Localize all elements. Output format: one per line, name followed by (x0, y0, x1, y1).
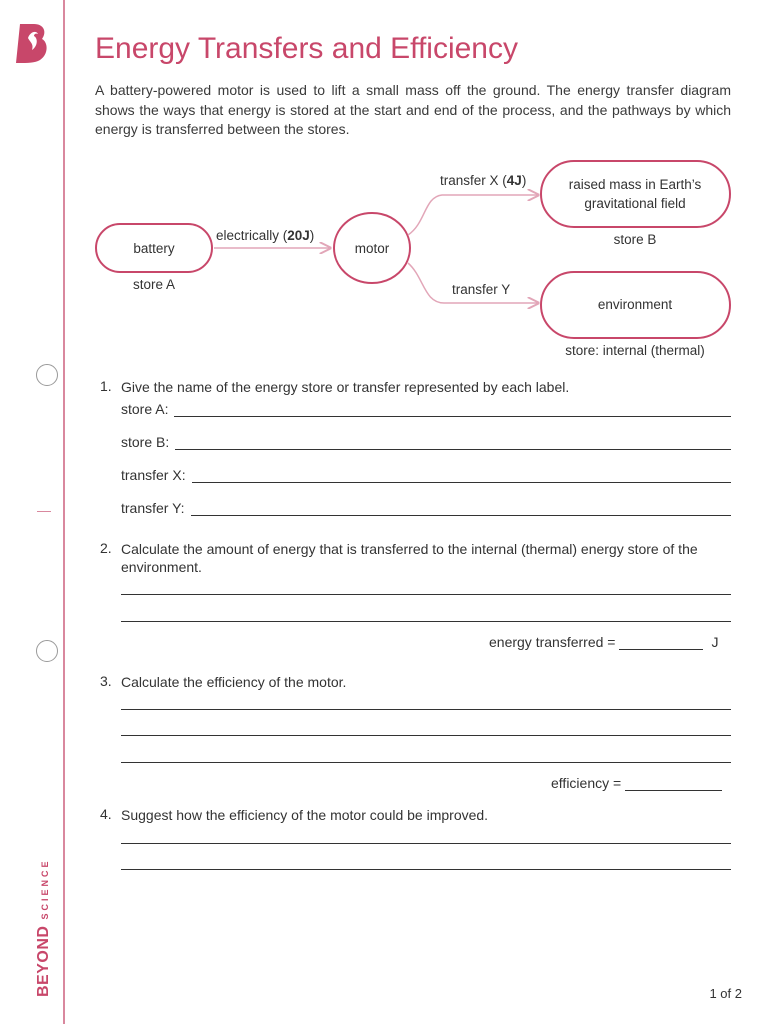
answer-line[interactable] (121, 594, 731, 595)
question-number: 3. (100, 673, 112, 689)
beyond-logo-icon (14, 22, 50, 64)
margin-rule (63, 0, 65, 1024)
field-label: transfer Y: (121, 500, 185, 516)
answer-line[interactable] (192, 468, 731, 483)
motor-label: motor (354, 241, 390, 256)
brand-sub: SCIENCE (40, 858, 50, 920)
result-blank[interactable] (625, 776, 722, 791)
answer-line[interactable] (121, 735, 731, 736)
environment-store-label: store: internal (thermal) (565, 343, 705, 358)
answer-field-transfer-y[interactable] (121, 500, 731, 516)
question-text: Give the name of the energy store or transfer represented by each label. (121, 379, 570, 395)
question-number: 1. (100, 378, 112, 394)
result-unit: J (711, 634, 719, 650)
question-number: 4. (100, 806, 112, 822)
raised-mass-store-label: store B (613, 232, 657, 247)
answer-line[interactable] (191, 501, 731, 516)
answer-line[interactable] (175, 435, 731, 450)
punch-hole-top (36, 364, 58, 386)
brand-name: BEYOND (35, 925, 52, 997)
answer-line[interactable] (121, 762, 731, 763)
answer-line[interactable] (121, 843, 731, 844)
efficiency-result (551, 775, 722, 791)
result-label: efficiency = (551, 775, 622, 791)
battery-label: battery (133, 241, 175, 256)
energy-transferred-result (489, 634, 718, 650)
result-label: energy transferred = (489, 634, 616, 650)
answer-line[interactable] (121, 869, 731, 870)
question-text: Calculate the amount of energy that is transferred to the internal (thermal) energy store of the environment. (121, 541, 698, 575)
field-label: transfer X: (121, 467, 186, 483)
transfer-x-arrow (408, 195, 538, 235)
answer-line[interactable] (121, 709, 731, 710)
battery-store-label: store A (132, 277, 176, 292)
field-label: store B: (121, 434, 170, 450)
raised-mass-label-line1: raised mass in Earth’s (568, 177, 702, 192)
page-title: Energy Transfers and Efficiency (95, 32, 518, 65)
result-blank[interactable] (619, 635, 703, 650)
answer-field-transfer-x[interactable] (121, 467, 731, 483)
electrical-label: electrically (20J) (216, 228, 315, 243)
raised-mass-label-line2: gravitational field (584, 196, 686, 211)
answer-line[interactable] (121, 621, 731, 622)
energy-transfer-diagram (90, 155, 740, 365)
answer-line[interactable] (174, 402, 731, 417)
page-number: 1 of 2 (709, 986, 742, 1001)
answer-field-store-a[interactable] (121, 401, 731, 417)
question-text: Suggest how the efficiency of the motor could be improved. (121, 807, 489, 823)
raised-mass-node (541, 161, 730, 227)
question-text: Calculate the efficiency of the motor. (121, 674, 347, 690)
environment-label: environment (597, 297, 673, 312)
fold-mark (37, 511, 51, 512)
transfer-y-label: transfer Y (452, 282, 511, 297)
question-number: 2. (100, 540, 112, 556)
intro-paragraph: A battery-powered motor is used to lift a small mass off the ground. The energy transfer diagram shows the ways that energy is stored at the start and end of the process, and the pathways by which energy is transferred between the stores. (95, 82, 731, 137)
transfer-x-label: transfer X (4J) (440, 173, 527, 188)
punch-hole-bottom (36, 640, 58, 662)
brand-wordmark (35, 859, 53, 997)
answer-field-store-b[interactable] (121, 434, 731, 450)
field-label: store A: (121, 401, 169, 417)
